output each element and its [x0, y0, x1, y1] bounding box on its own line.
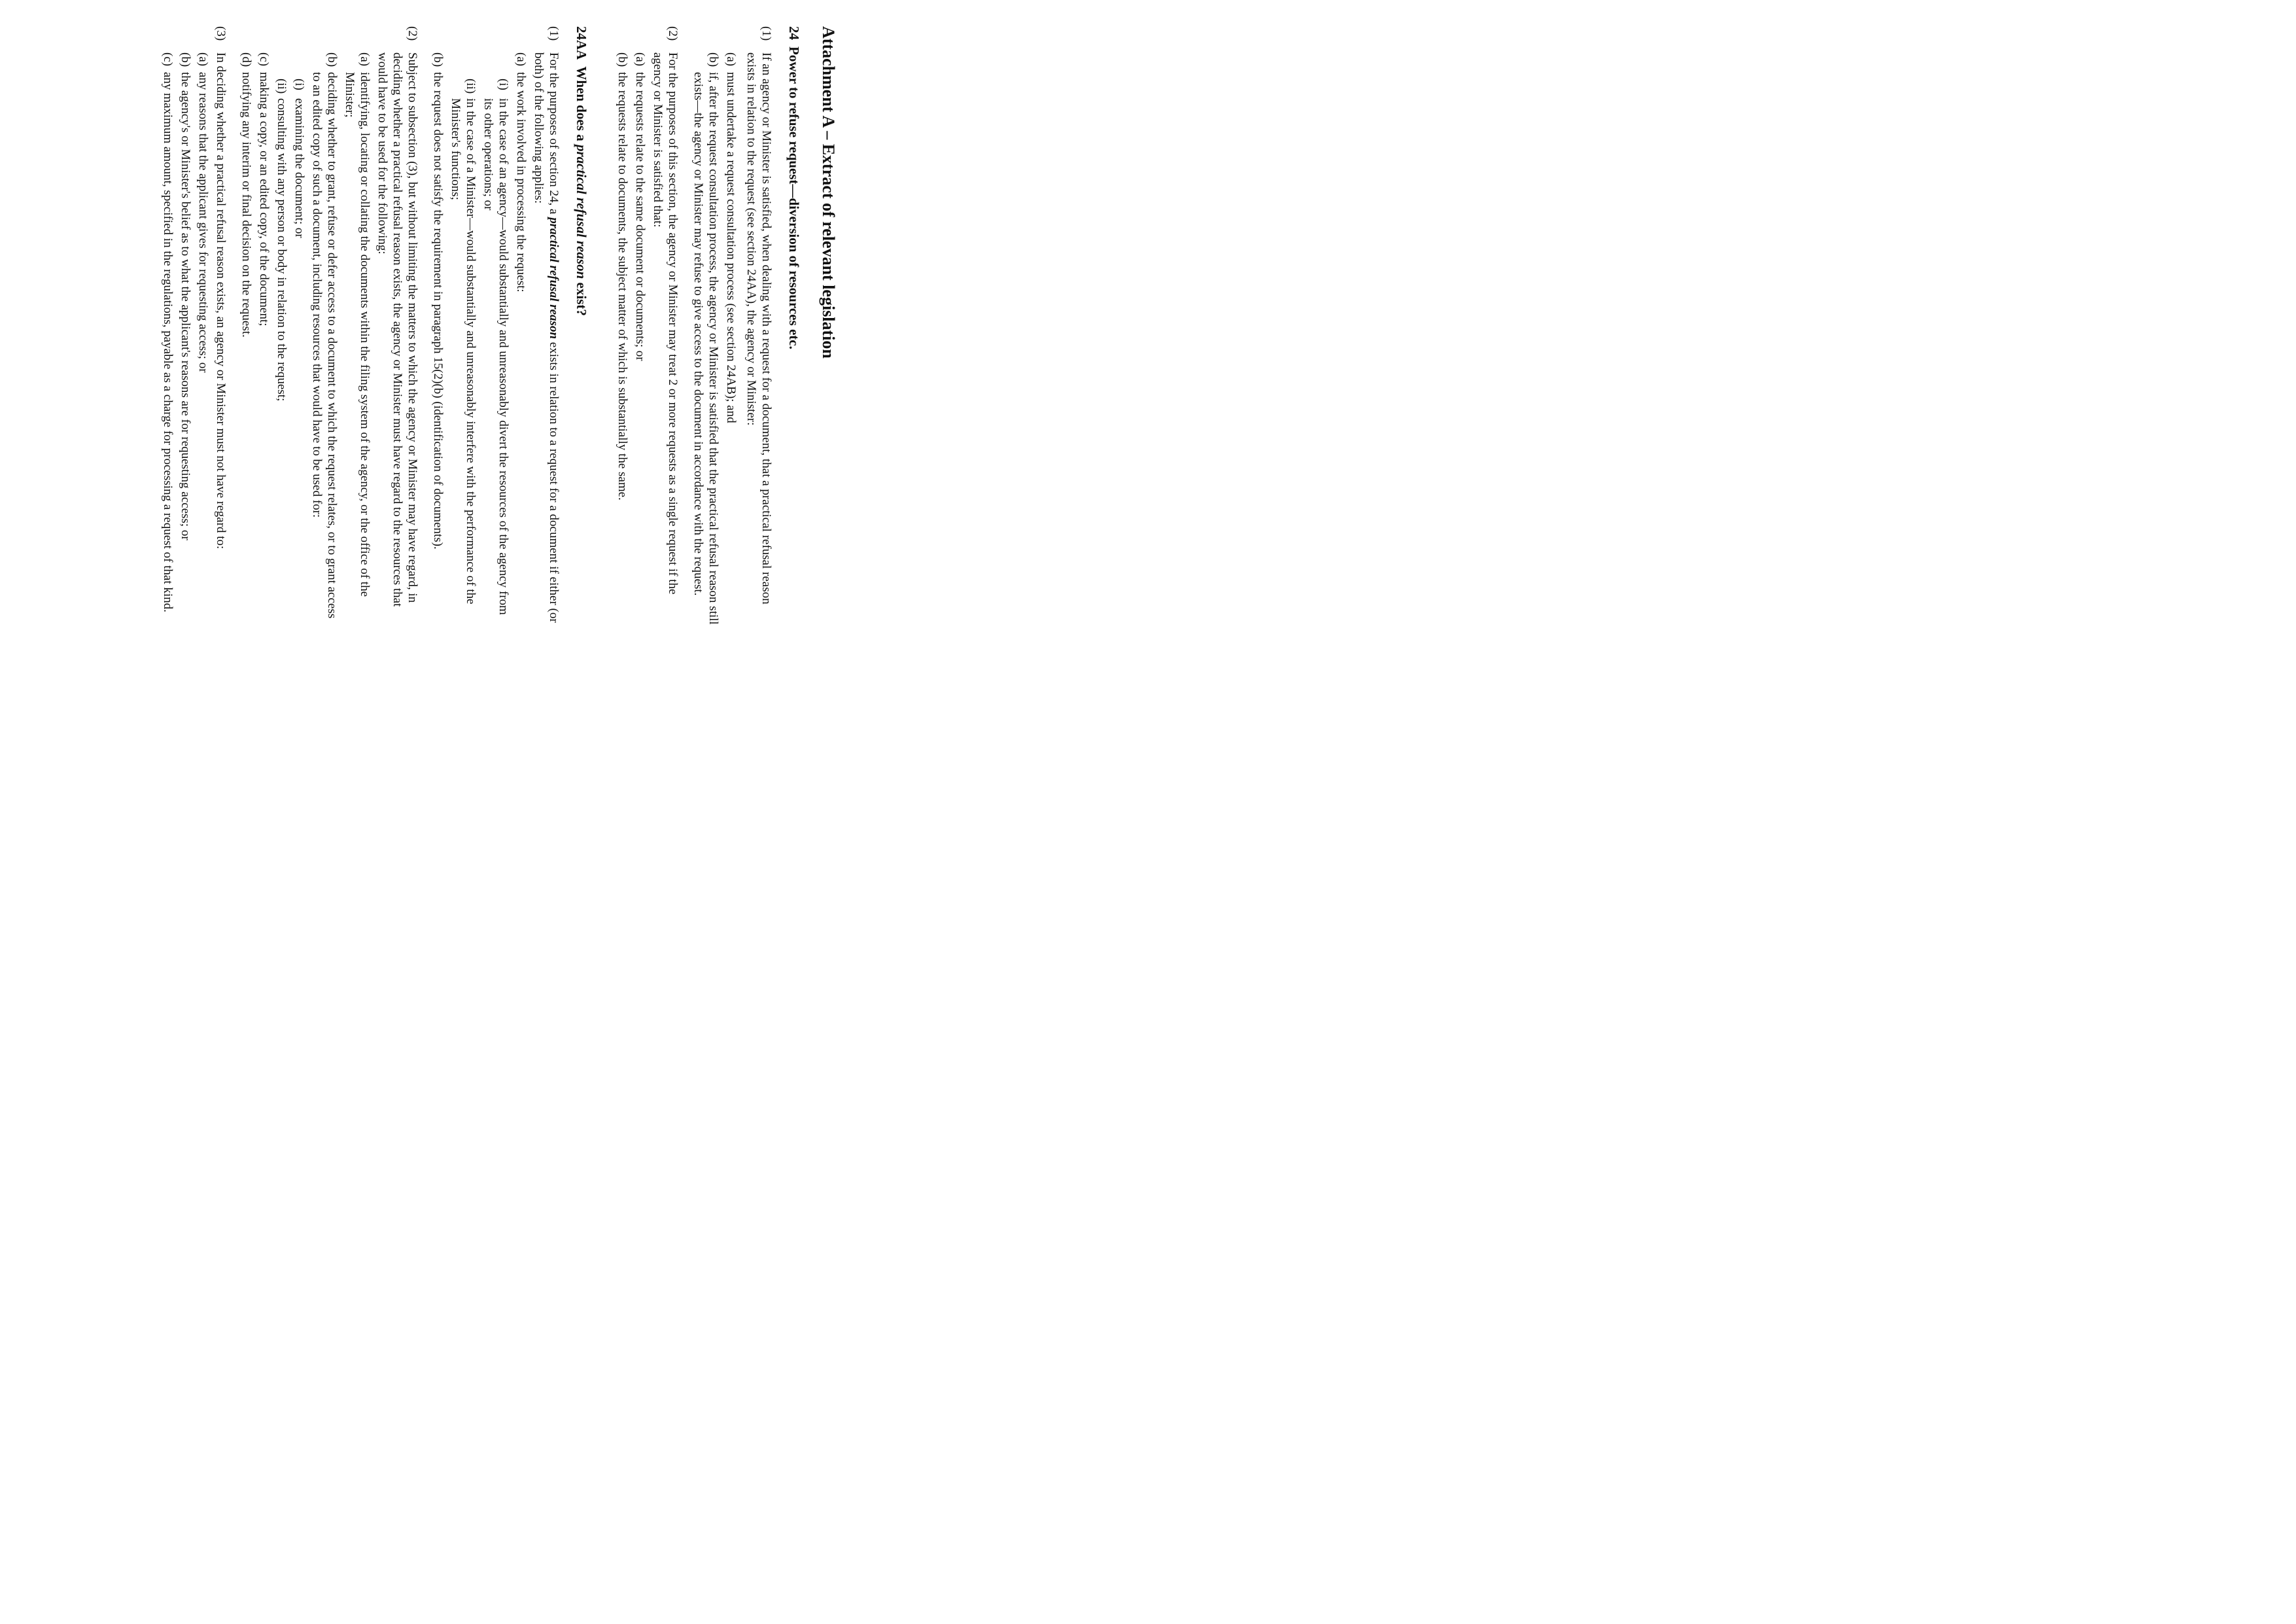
scanned-page	[0, 0, 1047, 740]
paragraph-text: notifying any interim or final decision on the request.	[239, 72, 253, 338]
paragraph-a	[633, 52, 648, 628]
paragraph-c	[256, 52, 271, 628]
paragraph-marker: (a)	[633, 52, 647, 67]
subsection-marker: (2)	[406, 26, 419, 41]
subsection-text: If an agency or Minister is satisfied, when dealing with a request for a document, that a practical refusal reason exists in relation to the request (see section 24AA), the agency or Minister:	[744, 52, 773, 605]
paragraph-a	[448, 52, 529, 628]
paragraph-marker: (c)	[161, 52, 175, 67]
subsection-text: Subject to subsection (3), but without limiting the matters to which the agency or Minister may have regard, in deciding whether a practical refusal reason exists, the agency or Minister must have regard to the resources that would have to be used for the following:	[375, 52, 419, 607]
subsection-24-1	[691, 26, 774, 628]
section-heading-term: practical refusal reason	[574, 144, 589, 279]
paragraph-text: the agency's or Minister's belief as to what the applicant's reasons are for requesting access; or	[179, 72, 192, 540]
paragraph-text: making a copy, or an edited copy, of the document;	[257, 72, 271, 327]
subparagraph-i	[481, 79, 511, 628]
subsection-24AA-3	[160, 26, 228, 628]
subparagraph-ii	[274, 79, 289, 628]
paragraph-marker: (a)	[196, 52, 210, 67]
paragraph-marker: (a)	[514, 52, 528, 67]
section-number: 24AA	[574, 26, 589, 60]
paragraph-b	[615, 52, 630, 628]
paragraph-marker: (a)	[724, 52, 738, 67]
paragraph-text: any reasons that the applicant gives for requesting access; or	[196, 72, 210, 373]
paragraph-text: the work involved in processing the request:	[514, 72, 528, 292]
subparagraph-ii	[448, 79, 478, 628]
paragraph-text: deciding whether to grant, refuse or defer access to a document to which the request relates, or to grant access to an edited copy of such a document, including resources that would have to be used for:	[310, 72, 339, 619]
subsection-text	[531, 52, 561, 628]
legislation-document	[0, 0, 936, 654]
paragraph-b	[274, 52, 339, 628]
subparagraph-text: examining the document; or	[292, 98, 306, 238]
paragraph-text: identifying, locating or collating the documents within the filing system of the agency, or the office of the Minister;	[343, 72, 372, 597]
paragraph-c	[160, 52, 175, 628]
defined-term: practical refusal reason	[547, 217, 561, 340]
subsection-24AA-1	[430, 26, 561, 628]
subparagraph-i	[292, 79, 307, 628]
subsection-marker: (3)	[214, 26, 228, 41]
paragraph-a	[723, 52, 739, 628]
section-heading-text: Power to refuse request—diversion of resources etc.	[786, 46, 802, 349]
paragraph-d	[239, 52, 254, 628]
paragraph-text: if, after the request consultation process, the agency or Minister is satisfied that the practical refusal reason still exists—the agency or Minister may refuse to give access to the document in accordance with the request.	[691, 72, 720, 625]
text-before-term: For the purposes of section 24, a	[547, 52, 561, 218]
section-24-heading	[786, 26, 803, 628]
paragraph-marker: (d)	[239, 52, 253, 67]
subparagraph-marker: (ii)	[464, 79, 478, 94]
subsection-marker: (2)	[666, 26, 680, 41]
section-24	[615, 26, 803, 628]
paragraph-text: any maximum amount, specified in the regulations, payable as a charge for processing a request of that kind.	[161, 72, 175, 612]
subparagraph-marker: (i)	[496, 79, 510, 90]
paragraph-marker: (c)	[257, 52, 271, 67]
paragraph-a	[342, 52, 372, 628]
document-title: Attachment A – Extract of relevant legislation	[819, 26, 838, 359]
subsection-24-2	[615, 26, 680, 628]
section-number: 24	[786, 26, 802, 40]
section-24AA	[160, 26, 590, 628]
subparagraph-marker: (ii)	[275, 79, 288, 94]
section-24AA-heading	[573, 26, 590, 628]
subsection-text: In deciding whether a practical refusal reason exists, an agency or Minister must not have regard to:	[214, 52, 228, 550]
paragraph-marker: (b)	[706, 52, 720, 67]
subsection-text: For the purposes of this section, the agency or Minister may treat 2 or more requests as a single request if the agency or Minister is satisfied that:	[651, 52, 680, 595]
paragraph-text: the requests relate to the same document or documents; or	[633, 72, 647, 361]
paragraph-b	[691, 52, 721, 628]
subsection-marker: (1)	[759, 26, 773, 41]
subparagraph-marker: (i)	[292, 79, 306, 90]
paragraph-marker: (a)	[358, 52, 372, 67]
paragraph-a	[196, 52, 211, 628]
paragraph-text: must undertake a request consultation process (see section 24AB); and	[724, 72, 738, 423]
paragraph-marker: (b)	[616, 52, 629, 67]
subsection-marker: (1)	[547, 26, 561, 41]
subparagraph-text: consulting with any person or body in relation to the request;	[275, 98, 288, 402]
text-after-term: exists in relation to a request for a document if either (or both) of the following applies:	[532, 52, 561, 623]
paragraph-marker: (b)	[325, 52, 339, 67]
paragraph-text: the requests relate to documents, the subject matter of which is substantially the same.	[616, 72, 629, 501]
section-heading-suffix: exist?	[574, 279, 589, 316]
paragraph-b	[178, 52, 193, 628]
paragraph-b	[430, 52, 445, 628]
section-heading-prefix: When does a	[574, 66, 589, 145]
subparagraph-text: in the case of an agency—would substantially and unreasonably divert the resources of the agency from its other operations; or	[481, 98, 510, 615]
paragraph-marker: (b)	[179, 52, 192, 67]
subsection-24AA-2	[239, 26, 420, 628]
paragraph-text: the request does not satisfy the requirement in paragraph 15(2)(b) (identification of documents).	[431, 72, 445, 550]
paragraph-marker: (b)	[431, 52, 445, 67]
subparagraph-text: in the case of a Minister—would substantially and unreasonably interfere with the performance of the Minister's functions;	[449, 98, 478, 605]
